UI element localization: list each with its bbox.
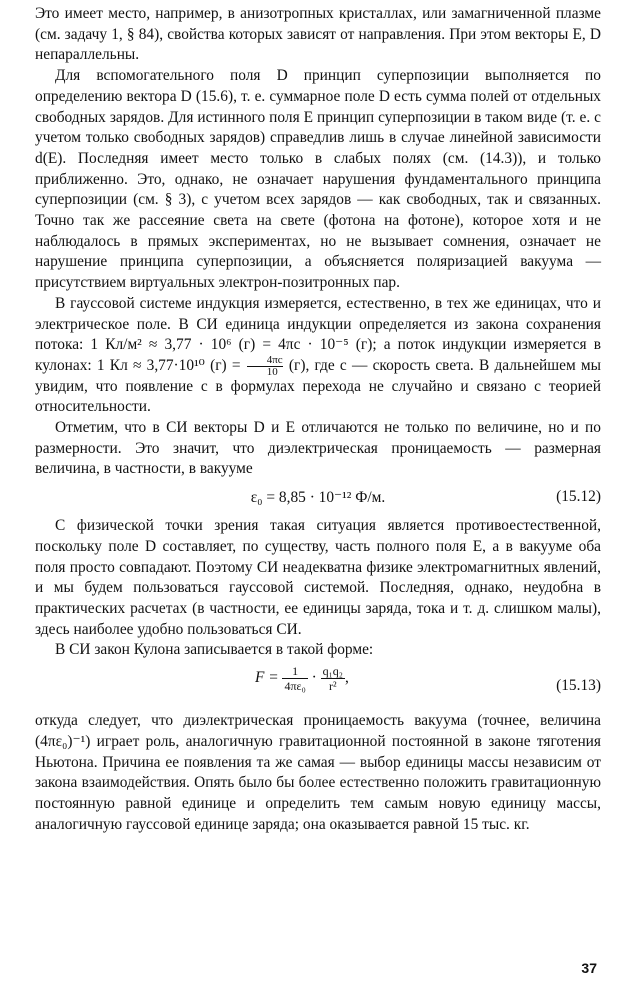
fraction-one-over-4pi-eps0 [282, 664, 307, 693]
equation-tail: , [344, 669, 349, 687]
fraction-q1q2-over-r2 [321, 664, 345, 693]
fraction-numerator: 4πc [247, 355, 283, 367]
paragraph-si-dimensions: Отметим, что в СИ векторы D и E отличаются не только по величине, но и по размерности. Это значит, что диэлектрическая проницаемость — размерная величина, в частности, в вакууме [35, 419, 601, 478]
equation-number: (15.13) [556, 677, 601, 695]
paragraph-anisotropy: Это имеет место, например, в анизотропных кристаллах, или замагниченной плазме (см. задачу 1, § 84), свойства которых зависят от направления. При этом векторы E, D непараллельны. [35, 5, 601, 64]
fraction-denominator: 4πε₀ [284, 679, 306, 694]
equation-expression [255, 664, 349, 693]
equation-lhs: F = [255, 669, 283, 687]
fraction-4pic-over-10 [247, 355, 283, 378]
paragraph-coulomb-intro: В СИ закон Кулона записывается в такой форме: [55, 641, 374, 659]
equation-expression: ε₀ = 8,85 · 10⁻¹² Ф/м. [250, 489, 386, 507]
fraction-denominator: r² [328, 679, 337, 694]
paragraph-gravity-analogy: откуда следует, что диэлектрическая проницаемость вакуума (точнее, величина (4πε₀)⁻¹) играет роль, аналогичную гравитационной постоянной в законе тяготения Ньютона. Причина ее появления та же самая — выбор единицы массы независим от закона взаимодействия. Опять было бы более естественно положить гравитационную постоянную равной единице и определить тем самым новую единицу массы, аналогичную гауссовой единице заряда; она оказывается равной 15 тыс. кг. [35, 712, 601, 833]
paragraph-gaussian-units-part-a: В гауссовой системе индукция измеряется, естественно, в тех же единицах, что и электрическое поле. В СИ единица индукции определяется из закона сохранения потока: 1 Кл/м² ≈ 3,77 · 10⁶ (г) = 4πc · 10⁻⁵ (г); а поток индукции измеряется в кулонах: 1 Кл ≈ 3,77·10¹⁰ (г) = [35, 294, 601, 374]
fraction-denominator: 10 [266, 365, 278, 378]
equation-number: (15.12) [556, 488, 601, 506]
page-content [35, 4, 601, 835]
equation-15-12 [35, 480, 601, 516]
paragraph-physical-viewpoint: С физической точки зрения такая ситуация является противоестественной, поскольку поле D составляет, по существу, часть полного поля E, а в вакууме оба поля просто совпадают. Поэтому СИ неадекватна физике электромагнитных явлений, и мы будем пользоваться гауссовой системой. Последняя, однако, неудобна в практических расчетах (в частности, ее единицы заряда, тока и т. д. слишком малы), здесь наиболее удобно пользоваться СИ. [35, 517, 601, 638]
paragraph-gaussian-units-part-b: (г), где c — скорость света. В дальнейшем мы увидим, что появление c в формулах перехода не случайно и связано с теорией относительности. [35, 356, 601, 416]
fraction-numerator: q₁q₂ [322, 664, 343, 679]
paragraph-superposition: Для вспомогательного поля D принцип суперпозиции выполняется по определению вектора D (15.6), т. е. суммарное поле D есть сумма полей от отдельных свободных зарядов. Для истинного поля E принцип суперпозиции в таком виде (т. е. с учетом только свободных зарядов) справедлив лишь в случае линейной зависимости d(E). Последняя имеет место только в слабых полях (см. (14.3)), и только приближенно. Это, однако, не означает нарушения фундаментального принципа суперпозиции (см. § 3), с учетом всех зарядов — как свободных, так и связанных. Точно так же рассеяние света на свете (фотона на фотоне), которое хотя и не наблюдалось в прямых экспериментах, но не вызывает сомнения, означает не нарушение принципа суперпозиции, а объясняется поляризацией вакуума — присутствием виртуальных электрон-позитронных пар. [35, 67, 601, 292]
multiplication-dot: · [307, 669, 321, 687]
fraction-numerator: 1 [282, 664, 307, 679]
paragraph-gaussian-units [35, 294, 601, 418]
page-number: 37 [581, 960, 597, 976]
equation-15-13 [35, 661, 601, 711]
